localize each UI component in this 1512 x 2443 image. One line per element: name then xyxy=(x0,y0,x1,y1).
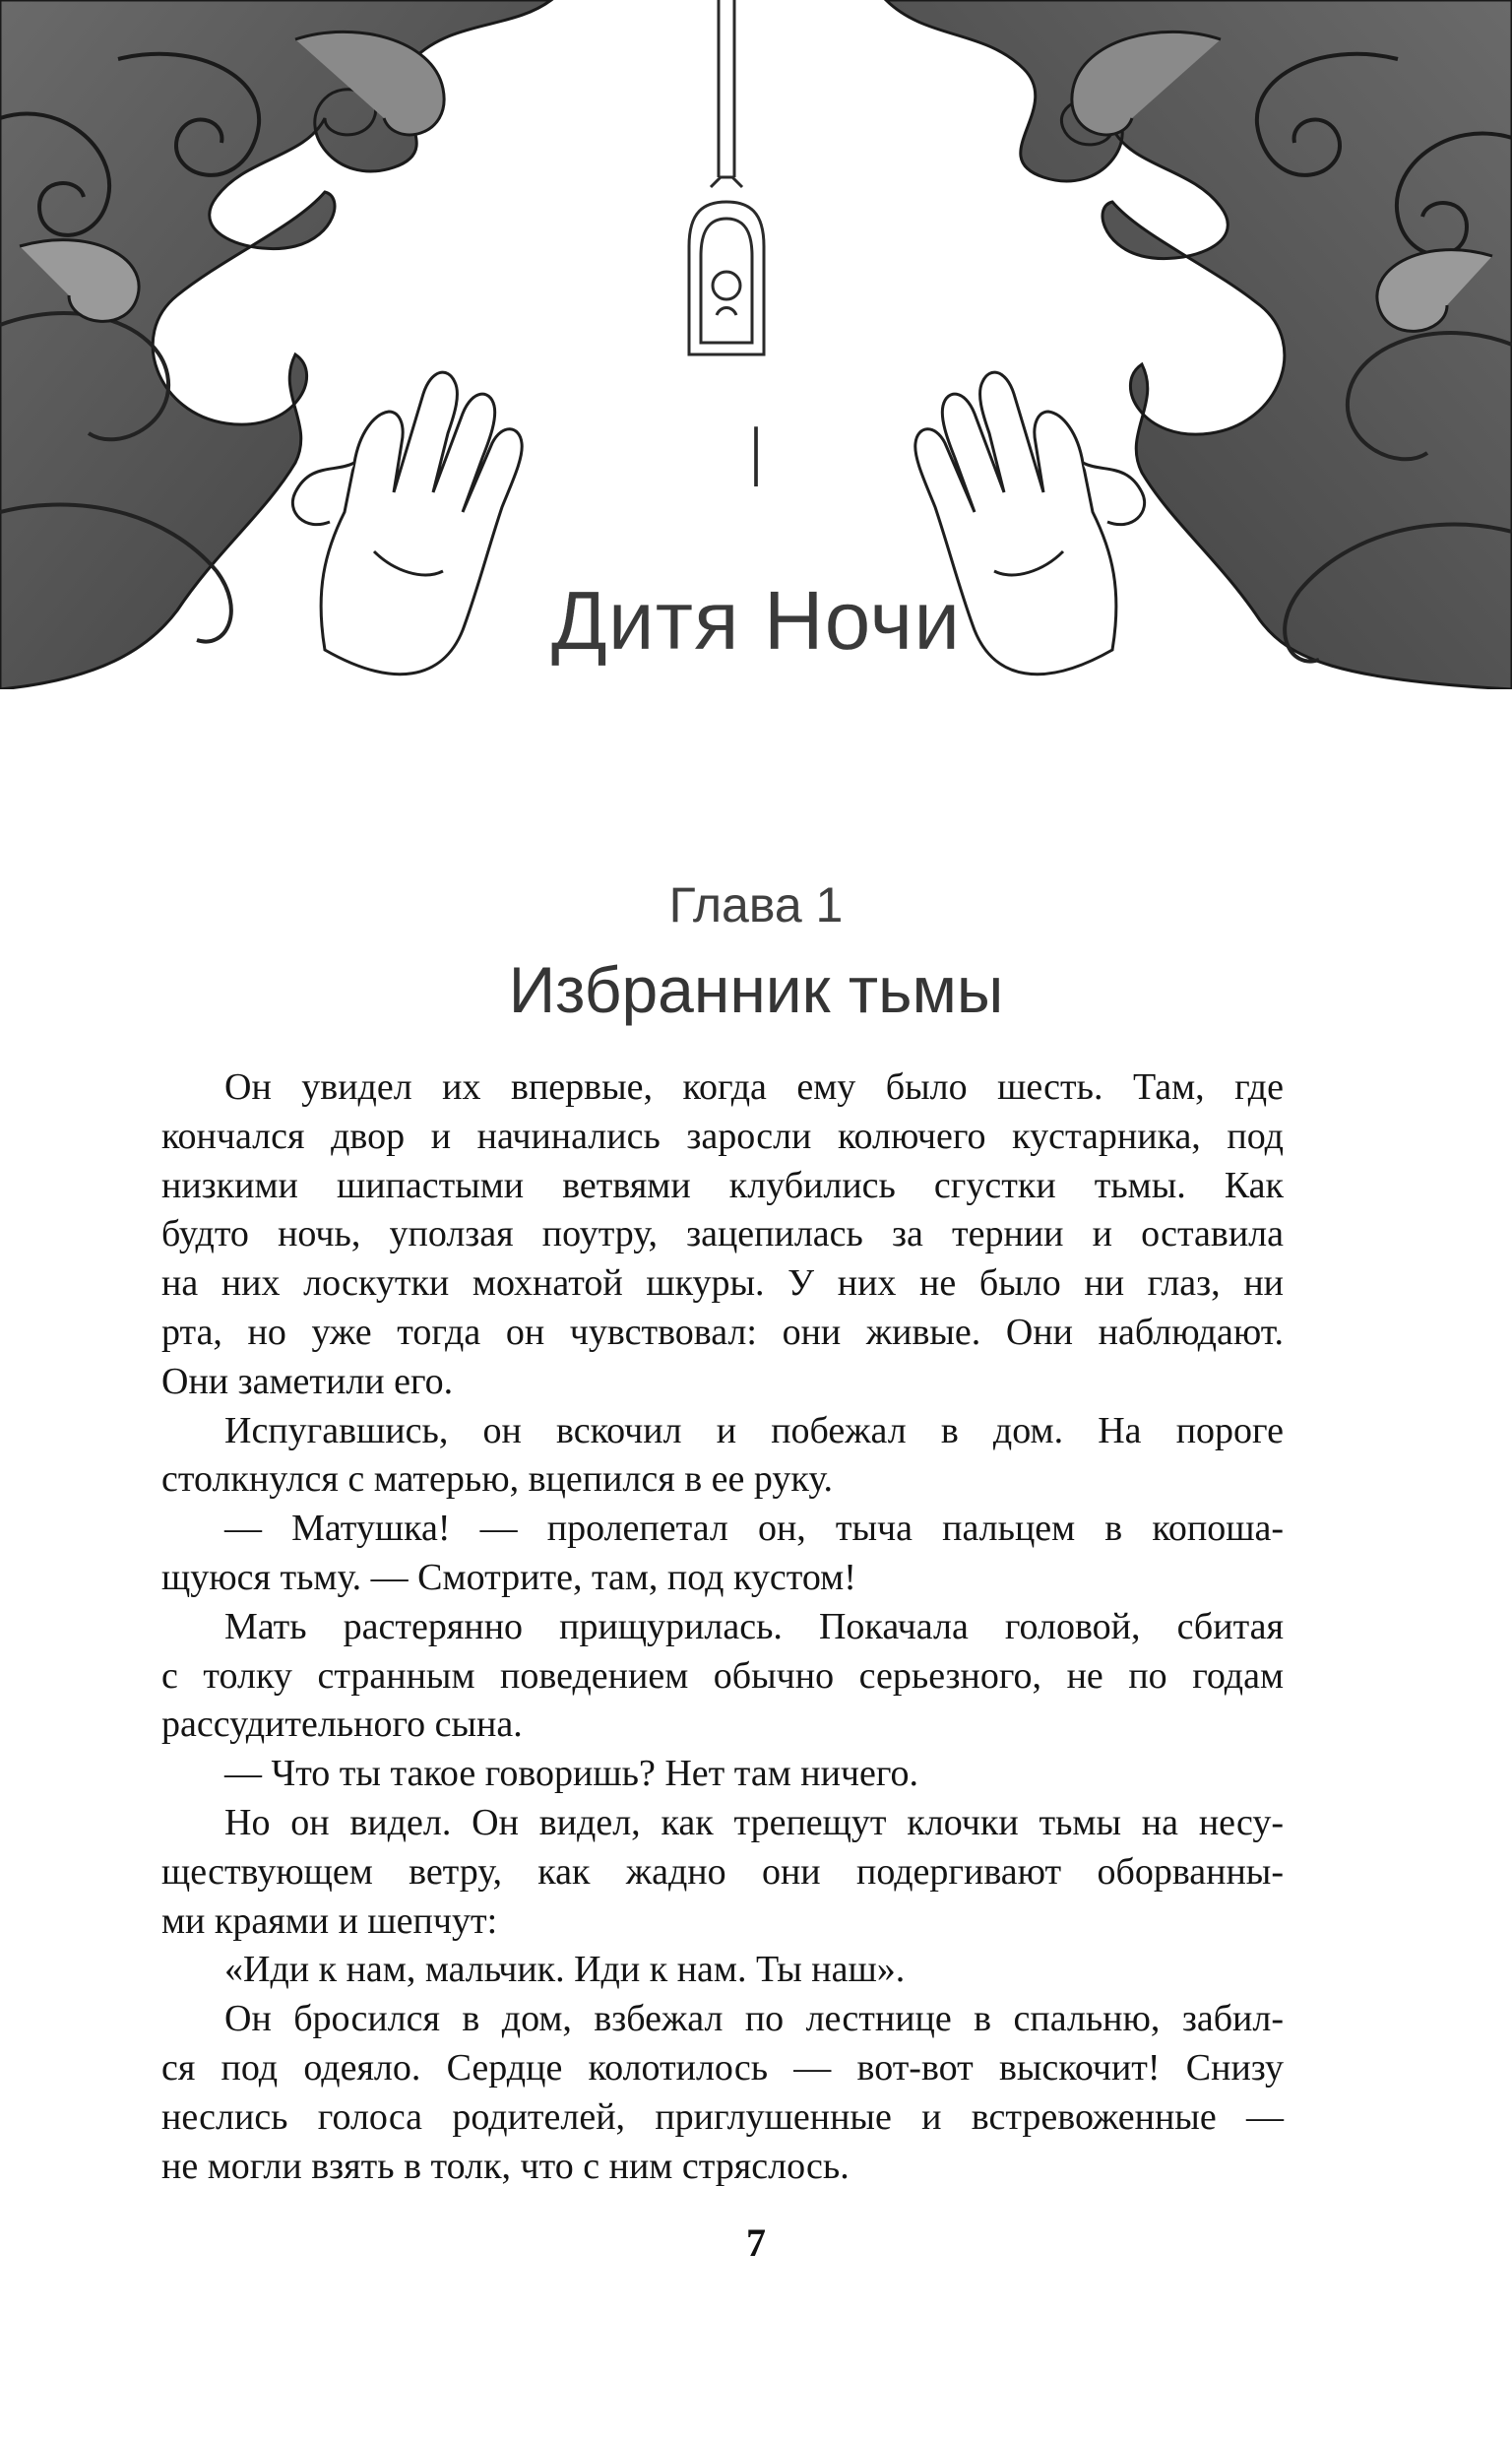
body-line: Мать растерянно прищурилась. Покачала головой, сбитая xyxy=(224,1605,1284,1647)
body-line: ся под одеяло. Сердце колотилось — вот-вот выскочит! Снизу xyxy=(161,2046,1284,2089)
body-line: ми краями и шепчут: xyxy=(161,1899,498,1942)
body-line: — Матушка! — пролепетал он, тыча пальцем в копоша- xyxy=(224,1508,1284,1550)
chapter-label: Глава 1 xyxy=(668,877,844,932)
body-line: ществующем ветру, как жадно они подергивают оборванны- xyxy=(161,1850,1284,1893)
part-number: I xyxy=(750,408,762,505)
part-title: Дитя Ночи xyxy=(550,574,962,667)
body-line: «Иди к нам, мальчик. Иди к нам. Ты наш». xyxy=(224,1949,906,1991)
body-line: кончался двор и начинались заросли колючего кустарника, под xyxy=(161,1115,1284,1157)
body-line: не могли взять в толк, что с ним стряслось. xyxy=(161,2145,850,2187)
body-line: щуюся тьму. — Смотрите, там, под кустом! xyxy=(161,1556,856,1598)
pendant-icon xyxy=(689,0,764,354)
body-line: Они заметили его. xyxy=(161,1360,454,1402)
body-line: низкими шипастыми ветвями клубились сгустки тьмы. Как xyxy=(161,1164,1284,1206)
body-line: рассудительного сына. xyxy=(161,1704,523,1746)
body-line: столкнулся с матерью, вцепился в ее руку. xyxy=(161,1458,834,1501)
body-line: Он увидел их впервые, когда ему было шесть. Там, где xyxy=(224,1066,1284,1108)
body-line: на них лоскутки мохнатой шкуры. У них не было ни глаз, ни xyxy=(161,1262,1284,1305)
page-number: 7 xyxy=(746,2220,766,2265)
body-line: рта, но уже тогда он чувствовал: они живые. Они наблюдают. xyxy=(161,1311,1284,1353)
body-line: будто ночь, уползая поутру, зацепилась за тернии и оставила xyxy=(161,1213,1284,1255)
body-line: Он бросился в дом, взбежал по лестнице в спальню, забил- xyxy=(224,1998,1284,2040)
chapter-title: Избранник тьмы xyxy=(508,953,1004,1026)
body-line: Испугавшись, он вскочил и побежал в дом. На пороге xyxy=(224,1409,1284,1451)
body-line: Но он видел. Он видел, как трепещут клочки тьмы на несу- xyxy=(224,1801,1284,1843)
body-text xyxy=(161,1063,1284,2191)
body-line: неслись голоса родителей, приглушенные и встревоженные — xyxy=(161,2095,1284,2138)
body-line: с толку странным поведением обычно серьезного, не по годам xyxy=(161,1654,1284,1697)
body-line: — Что ты такое говоришь? Нет там ничего. xyxy=(224,1753,919,1795)
